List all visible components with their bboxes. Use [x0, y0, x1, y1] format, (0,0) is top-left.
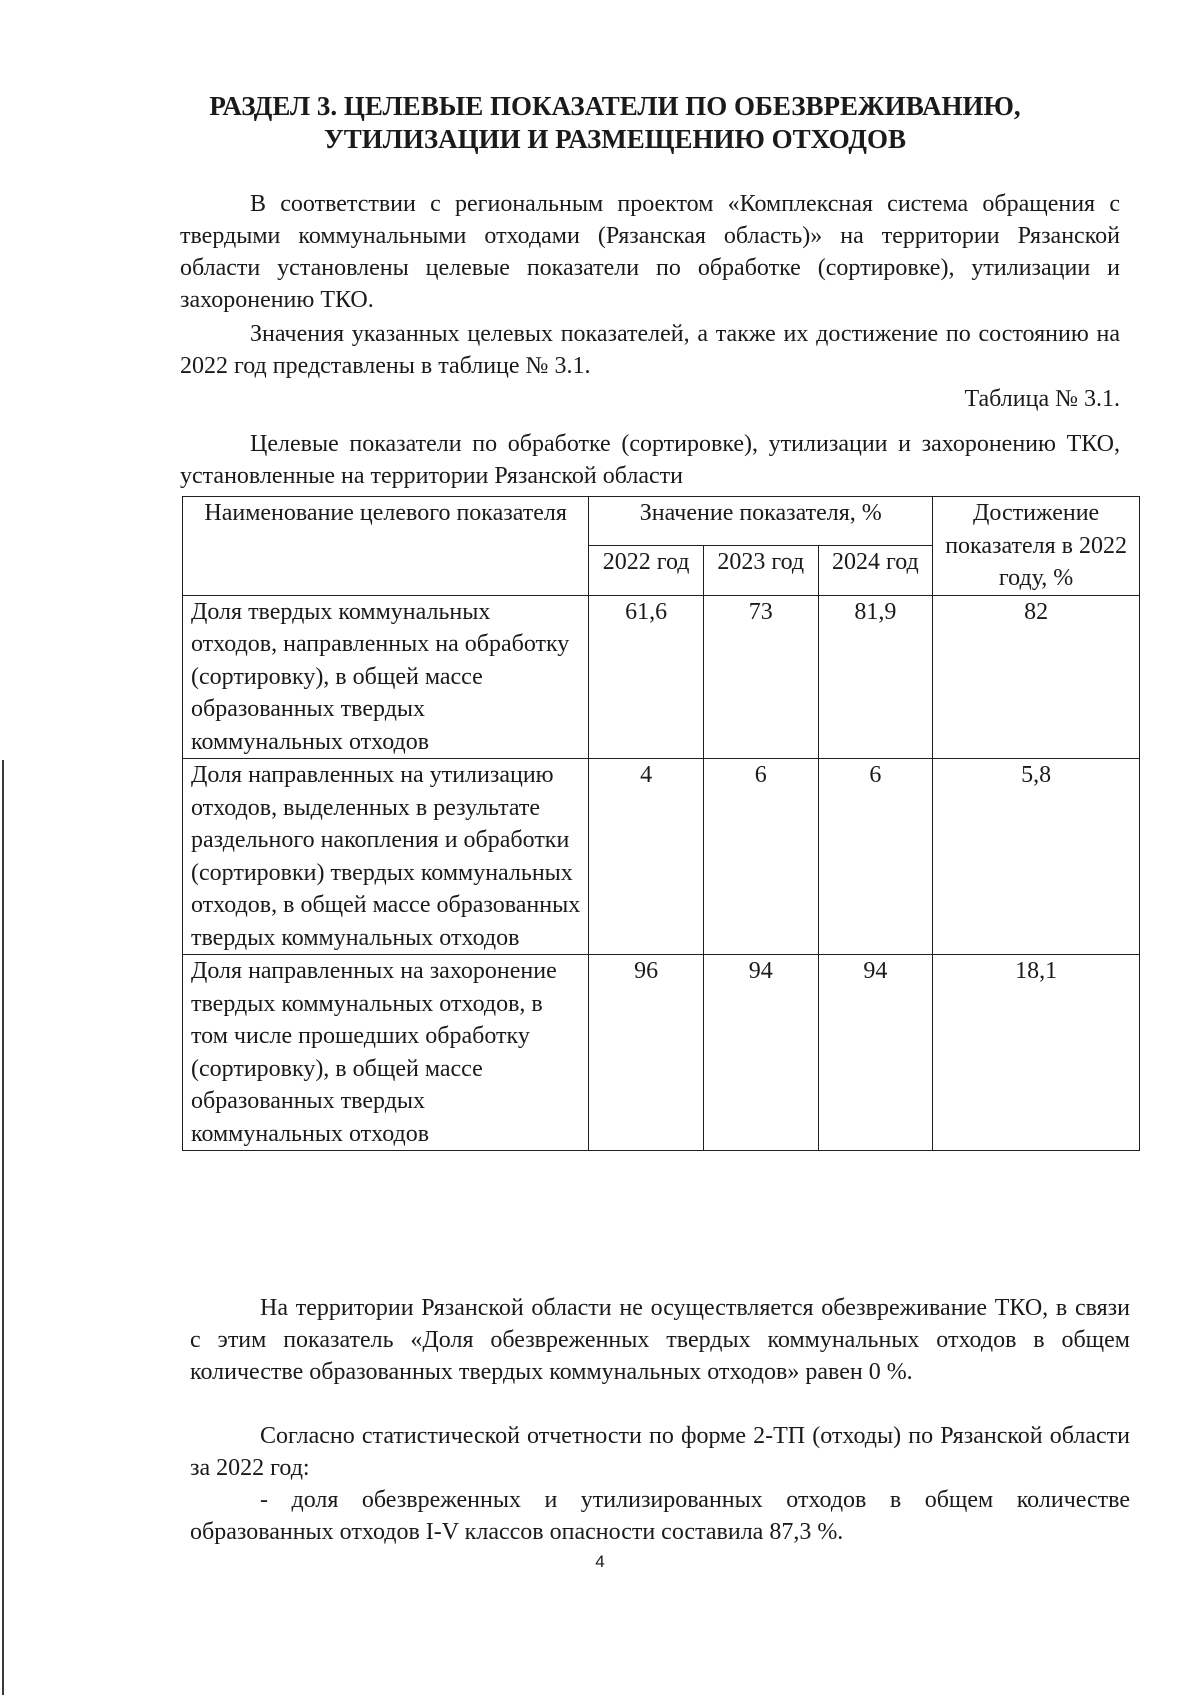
targets-table — [182, 496, 1140, 1151]
row-value-2023: 94 — [703, 955, 818, 1151]
row-value-2024: 94 — [818, 955, 933, 1151]
row-name: Доля твердых коммунальных отходов, направленных на обработку (сортировку), в общей массе образованных твердых коммунальных отходов — [183, 595, 589, 759]
row-value-2023: 73 — [703, 595, 818, 759]
row-name: Доля направленных на захоронение твердых коммунальных отходов, в том числе прошедших обработку (сортировку), в общей массе образованных твердых коммунальных отходов — [183, 955, 589, 1151]
row-value-2022: 61,6 — [589, 595, 704, 759]
table-row — [183, 955, 1140, 1151]
section-title-line2: УТИЛИЗАЦИИ И РАЗМЕЩЕНИЮ ОТХОДОВ — [323, 124, 906, 154]
header-achievement: Достижение показателя в 2022 году, % — [933, 497, 1140, 596]
table-caption: Целевые показатели по обработке (сортировке), утилизации и захоронению ТКО, установленные на территории Рязанской области — [180, 431, 1120, 489]
row-value-2023: 6 — [703, 759, 818, 955]
table-row — [183, 759, 1140, 955]
table-number: Таблица № 3.1. — [964, 386, 1120, 412]
row-achievement: 82 — [933, 595, 1140, 759]
row-value-2022: 96 — [589, 955, 704, 1151]
paragraph-4: Согласно статистической отчетности по форме 2-ТП (отходы) по Рязанской области за 2022 год: — [190, 1423, 1130, 1481]
paragraph-2: Значения указанных целевых показателей, а также их достижение по состоянию на 2022 год представлены в таблице № 3.1. — [180, 321, 1120, 379]
section-title-line1: РАЗДЕЛ 3. ЦЕЛЕВЫЕ ПОКАЗАТЕЛИ ПО ОБЕЗВРЕЖИВАНИЮ, — [209, 91, 1021, 121]
paragraph-1: В соответствии с региональным проектом «Комплексная система обращения с твердыми коммунальными отходами (Рязанская область)» на территории Рязанской области установлены целевые показатели по обработке (сортировке), утилизации и захоронению ТКО. — [180, 191, 1120, 313]
row-name: Доля направленных на утилизацию отходов, выделенных в результате раздельного накопления и обработки (сортировки) твердых коммунальных отходов, в общей массе образованных твердых коммунальных отходов — [183, 759, 589, 955]
header-year-2023: 2023 год — [703, 546, 818, 595]
table-row — [183, 595, 1140, 759]
paragraph-5: - доля обезвреженных и утилизированных отходов в общем количестве образованных отходов I-V классов опасности составила 87,3 %. — [190, 1487, 1130, 1545]
row-achievement: 18,1 — [933, 955, 1140, 1151]
table-header-row — [183, 497, 1140, 546]
page-number: 4 — [595, 1552, 605, 1571]
header-year-2022: 2022 год — [589, 546, 704, 595]
row-value-2024: 81,9 — [818, 595, 933, 759]
section-title — [150, 90, 1080, 156]
header-name: Наименование целевого показателя — [183, 497, 589, 596]
header-year-2024: 2024 год — [818, 546, 933, 595]
row-value-2024: 6 — [818, 759, 933, 955]
row-achievement: 5,8 — [933, 759, 1140, 955]
scan-edge-mark — [2, 760, 4, 1695]
header-value-group: Значение показателя, % — [589, 497, 933, 546]
paragraph-3: На территории Рязанской области не осуществляется обезвреживание ТКО, в связи с этим показатель «Доля обезвреженных твердых коммунальных отходов в общем количестве образованных твердых коммунальных отходов» равен 0 %. — [190, 1295, 1130, 1385]
row-value-2022: 4 — [589, 759, 704, 955]
